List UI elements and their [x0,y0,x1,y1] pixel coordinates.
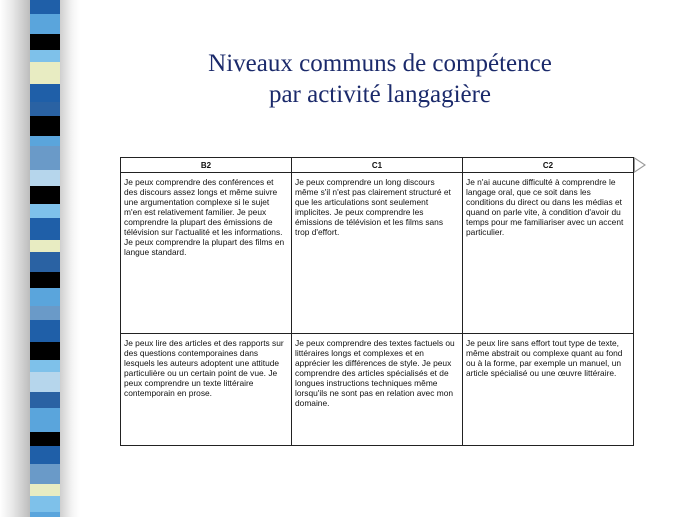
stripe-edge-shadow [60,0,80,517]
stripe-bar [30,116,60,136]
slide-title-line-2: par activité langagière [268,81,492,108]
stripe-bar [30,204,60,218]
stripe-bar [30,136,60,146]
table-header-row [121,158,634,173]
stripe-bar [30,306,60,320]
stripe-bar [30,446,60,464]
stripe-bar [30,464,60,484]
stripe-bar [30,170,60,186]
stripe-bar [30,392,60,408]
stripe-bar [30,14,60,34]
stripe-bar [30,272,60,288]
stripe-bar [30,102,60,116]
cell-reading-b2: Je peux lire des articles et des rapports sur des questions contemporaines dans lesquels les auteurs adoptent une attitude particulière ou un certain point de vue. Je peux comprendre un texte littéraire contemporain en prose. [121,334,292,446]
stripe-bar [30,432,60,446]
stripe-bar [30,146,60,170]
stripe-bar [30,50,60,62]
stripe-shadow [0,0,30,517]
cell-reading-c2: Je peux lire sans effort tout type de texte, même abstrait ou complexe quant au fond ou à la forme, par exemple un manuel, un article spécialisé ou une œuvre littéraire. [463,334,634,446]
stripe-color-bars [30,0,60,517]
header-c1: C1 [292,158,463,173]
stripe-bar [30,62,60,84]
stripe-bar [30,360,60,372]
stripe-bar [30,218,60,240]
stripe-bar [30,84,60,102]
stripe-bar [30,240,60,252]
decorative-side-stripe [0,0,80,517]
cell-reading-c1: Je peux comprendre des textes factuels ou littéraires longs et complexes et en apprécier les différences de style. Je peux comprendre des articles spécialisés et de longues instructions techniques même lorsqu'ils ne sont pas en relation avec mon domaine. [292,334,463,446]
cell-listening-c2: Je n'ai aucune difficulté à comprendre le langage oral, que ce soit dans les conditions du direct ou dans les médias et quand on parle vite, à condition d'avoir du temps pour me familiariser avec un accent particulier. [463,173,634,334]
stripe-bar [30,408,60,432]
header-b2: B2 [121,158,292,173]
slide-title [120,48,640,110]
stripe-bar [30,320,60,342]
stripe-bar [30,34,60,50]
stripe-bar [30,496,60,512]
table-row-reading [121,334,634,446]
cell-listening-c1: Je peux comprendre un long discours même s'il n'est pas clairement structuré et que les articulations sont seulement implicites. Je peux comprendre les émissions de télévision et les films sans trop d'effort. [292,173,463,334]
stripe-bar [30,0,60,14]
stripe-bar [30,186,60,204]
stripe-bar [30,484,60,496]
stripe-bar [30,288,60,306]
stripe-bar [30,372,60,392]
stripe-bar [30,342,60,360]
competence-table [120,157,634,446]
table-row-listening [121,173,634,334]
header-c2: C2 [463,158,634,173]
stripe-bar [30,512,60,517]
stripe-bar [30,252,60,272]
cell-listening-b2: Je peux comprendre des conférences et des discours assez longs et même suivre une argumentation complexe si le sujet m'en est relativement familier. Je peux comprendre la plupart des émissions de télévision sur l'actualité et les informations. Je peux comprendre la plupart des films en langue standard. [121,173,292,334]
table-arrow-inner [635,159,644,171]
slide-title-line-1: Niveaux communs de compétence [208,50,552,77]
